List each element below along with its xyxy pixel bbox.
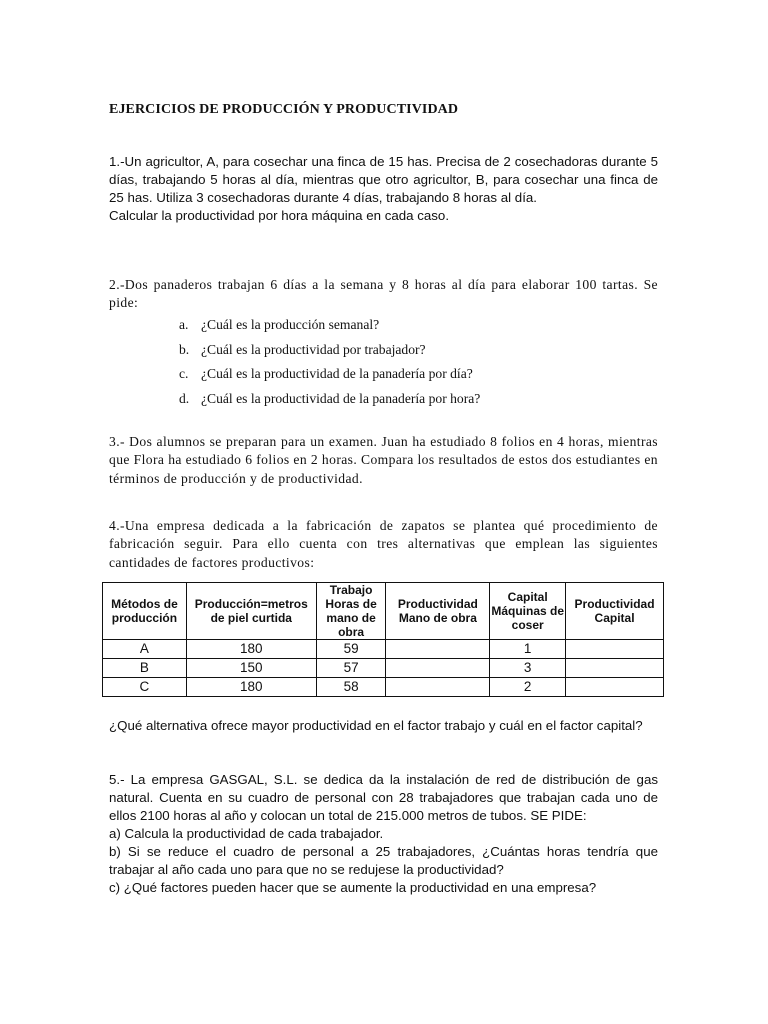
exercise-1-text: 1.-Un agricultor, A, para cosechar una finca de 15 has. Precisa de 2 cosechadoras durante 5 días, trabajando 5 horas al día, mientras que otro agricultor, B, para cosechar una finca de 25 has. Utiliza 3 cosechadoras durante 4 días, trabajando 8 horas al día. <box>109 154 658 205</box>
table-cell: 59 <box>316 640 386 659</box>
table-cell: B <box>103 659 187 678</box>
table-cell: C <box>103 678 187 697</box>
list-item <box>179 366 480 391</box>
column-header: Producción=metros de piel curtida <box>186 583 316 640</box>
table-cell <box>566 640 664 659</box>
exercise-3-text: 3.- Dos alumnos se preparan para un examen. Juan ha estudiado 8 folios en 4 horas, mientras que Flora ha estudiado 6 folios en 2 horas. Compara los resultados de estos dos estudiantes en términos de producción y de productividad. <box>109 434 658 486</box>
exercise-5-part-a: a) Calcula la productividad de cada trabajador. <box>109 826 384 841</box>
table-cell <box>386 659 490 678</box>
exercise-1-question: Calcular la productividad por hora máquina en cada caso. <box>109 208 450 223</box>
list-item <box>179 317 480 342</box>
list-marker: b. <box>179 341 190 357</box>
table-cell: 180 <box>186 678 316 697</box>
list-item-text: ¿Cuál es la productividad por trabajador? <box>201 341 426 357</box>
list-marker: d. <box>179 391 190 407</box>
column-header: Métodos de producción <box>103 583 187 640</box>
table-row <box>103 678 664 697</box>
list-marker: a. <box>179 317 189 332</box>
column-header: Capital Máquinas de coser <box>490 583 566 640</box>
exercise-4 <box>109 517 658 572</box>
table-cell <box>566 678 664 697</box>
table-row <box>103 659 664 678</box>
table-cell: 1 <box>490 640 566 659</box>
exercise-5-part-c: c) ¿Qué factores pueden hacer que se aumente la productividad en una empresa? <box>109 880 597 895</box>
table-cell: 2 <box>490 678 566 697</box>
exercise-2 <box>109 276 658 313</box>
list-item <box>179 391 480 416</box>
list-item-text: ¿Cuál es la productividad de la panadería por hora? <box>201 391 481 407</box>
list-item-text: ¿Cuál es la productividad de la panadería por día? <box>201 366 473 382</box>
table-cell <box>386 640 490 659</box>
table-cell <box>566 659 664 678</box>
table-cell: 57 <box>316 659 386 678</box>
list-item-text: ¿Cuál es la producción semanal? <box>201 317 380 332</box>
page-title: EJERCICIOS DE PRODUCCIÓN Y PRODUCTIVIDAD <box>109 102 459 117</box>
exercise-4-question: ¿Qué alternativa ofrece mayor productividad en el factor trabajo y cuál en el factor capital? <box>109 718 643 733</box>
table-cell: 3 <box>490 659 566 678</box>
table-row <box>103 640 664 659</box>
exercise-1 <box>109 153 658 225</box>
table-cell: 58 <box>316 678 386 697</box>
column-header: Trabajo Horas de mano de obra <box>316 583 386 640</box>
exercise-2-list <box>179 317 480 416</box>
list-item <box>179 342 480 367</box>
column-header: Productividad Capital <box>566 583 664 640</box>
exercise-4-question-block <box>109 717 658 735</box>
exercise-5 <box>109 771 658 897</box>
exercise-3 <box>109 433 658 488</box>
table-cell: A <box>103 640 187 659</box>
table-cell: 180 <box>186 640 316 659</box>
list-marker: c. <box>179 366 189 382</box>
table-cell: 150 <box>186 659 316 678</box>
exercise-2-text: 2.-Dos panaderos trabajan 6 días a la semana y 8 horas al día para elaborar 100 tartas. Se pide: <box>109 277 658 311</box>
column-header: Productividad Mano de obra <box>386 583 490 640</box>
exercise-4-text: 4.-Una empresa dedicada a la fabricación de zapatos se plantea qué procedimiento de fabricación seguir. Para ello cuenta con tres alternativas que emplean las siguientes cantidades de factores productivos: <box>109 518 658 570</box>
exercise-5-part-b: b) Si se reduce el cuadro de personal a 25 trabajadores, ¿Cuántas horas tendría que trabajar al año cada uno para que no se redujese la productividad? <box>109 844 658 877</box>
exercise-5-text: 5.- La empresa GASGAL, S.L. se dedica da la instalación de red de distribución de gas natural. Cuenta en su cuadro de personal con 28 trabajadores que trabajan cada uno de ellos 2100 horas al año y colocan un total de 215.000 metros de tubos. SE PIDE: <box>109 772 658 823</box>
table-cell <box>386 678 490 697</box>
factors-table <box>102 582 664 697</box>
table-header-row <box>103 583 664 640</box>
